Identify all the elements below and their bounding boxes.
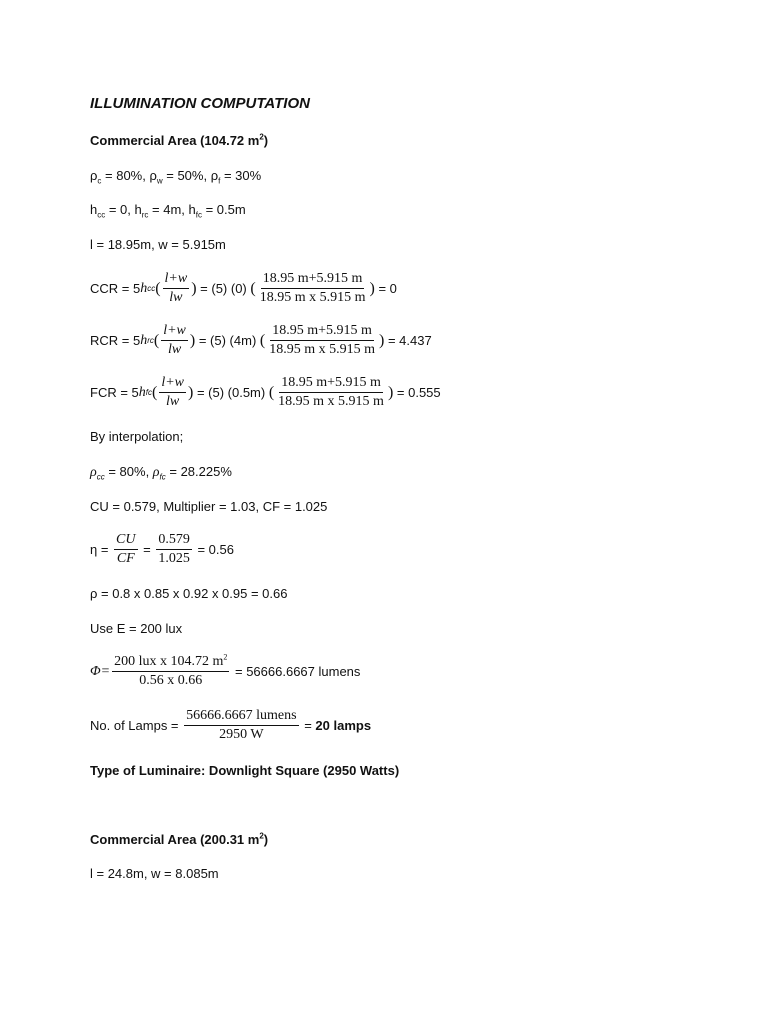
dimensions-line: l = 18.95m, w = 5.915m [90,237,226,252]
flux-equation: Φ= $\frac{200 lux x 104.72 m^2}{0.56 x 0.66}$ = 56666.6667 lumens [90,652,361,688]
fcr-value-fraction: $\frac{18.95 m+5.915 m}{\text{18.95 m x 5.915 m}}$ [278,375,384,409]
reflectance-line: $\rho_c = 80\%$, $\rho_w = 50\%$, $\rho_f = 30\%$ [90,168,262,186]
luminaire-type: Type of Luminaire: Downlight Square (2950 Watts) [90,763,400,778]
ccr-formula-fraction: $\frac{l+w}{lw}$ [164,271,188,305]
lamps-fraction: $\frac{\text{56666.6667 lumens}}{2950 W}$ [186,708,297,742]
eta-equation: η = $\frac{CU}{CF}$ = $\frac{0.579}{1.025}$ = 0.56 [90,532,234,566]
eta-value-fraction: $\frac{0.579}{1.025}$ [158,532,190,566]
rcr-value-fraction: $\frac{18.95 m+5.915 m}{\text{18.95 m x 5.915 m}}$ [269,323,375,357]
maintenance-factor-line: ρ = 0.8 x 0.85 x 0.92 x 0.95 = 0.66 [90,586,288,601]
page-title: ILLUMINATION COMPUTATION [90,95,310,112]
interpolation-note: By interpolation; [90,429,184,444]
lamps-result: 20 lamps [315,717,372,733]
eta-formula-fraction: $\frac{CU}{CF}$ [116,532,136,566]
fcr-formula-fraction: $\frac{l+w}{lw}$ [161,375,185,409]
rcr-formula-fraction: $\frac{l+w}{lw}$ [163,323,186,357]
cavity-heights-line: $h_{cc} = 0$, $h_{rc} = 4m$, $h_{fc} = 0.5m$ [90,202,246,220]
ccr-value-fraction: $\frac{18.95 m+5.915 m}{\text{18.95 m x 5.915 m}}$ [259,271,366,305]
section2-dimensions-line: l = 24.8m, w = 8.085m [90,866,219,881]
fcr-equation: FCR = 5 h fc ( $\frac{l+w}{lw}$ ) = (5) (0.5m) ( $\frac{18.95 m+5.915 m}{\text{18.95 m x 5.915 m}}$ ) = 0.555 [90,375,441,409]
lamps-equation: No. of Lamps = $\frac{\text{56666.6667 lumens}}{2950 W}$ = 20 lamps [90,708,372,742]
ccr-equation: CCR = 5 h cc ( $\frac{l+w}{lw}$ ) = (5) (0) ( $\frac{18.95 m+5.915 m}{\text{18.95 m x 5.915 m}}$ ) = 0 [90,271,397,305]
illuminance-line: Use E = 200 lux [90,621,183,636]
section2-heading: Commercial Area (200.31 $m^2$) [90,831,269,847]
cu-line: CU = 0.579, Multiplier = 1.03, CF = 1.025 [90,499,328,514]
rcr-equation: RCR = 5 h rc ( $\frac{l+w}{lw}$ ) = (5) (4m) ( $\frac{18.95 m+5.915 m}{\text{18.95 m x 5.915 m}}$ ) = 4.437 [90,323,432,357]
flux-fraction: $\frac{200 lux x 104.72 m^2}{0.56 x 0.66}$ [114,652,228,688]
effective-reflectance-line: $\rho_{cc} = 80\%$, $\rho_{fc} = 28.225\%$ [90,464,232,482]
section1-heading: Commercial Area (104.72 $m^2$) [90,132,269,148]
